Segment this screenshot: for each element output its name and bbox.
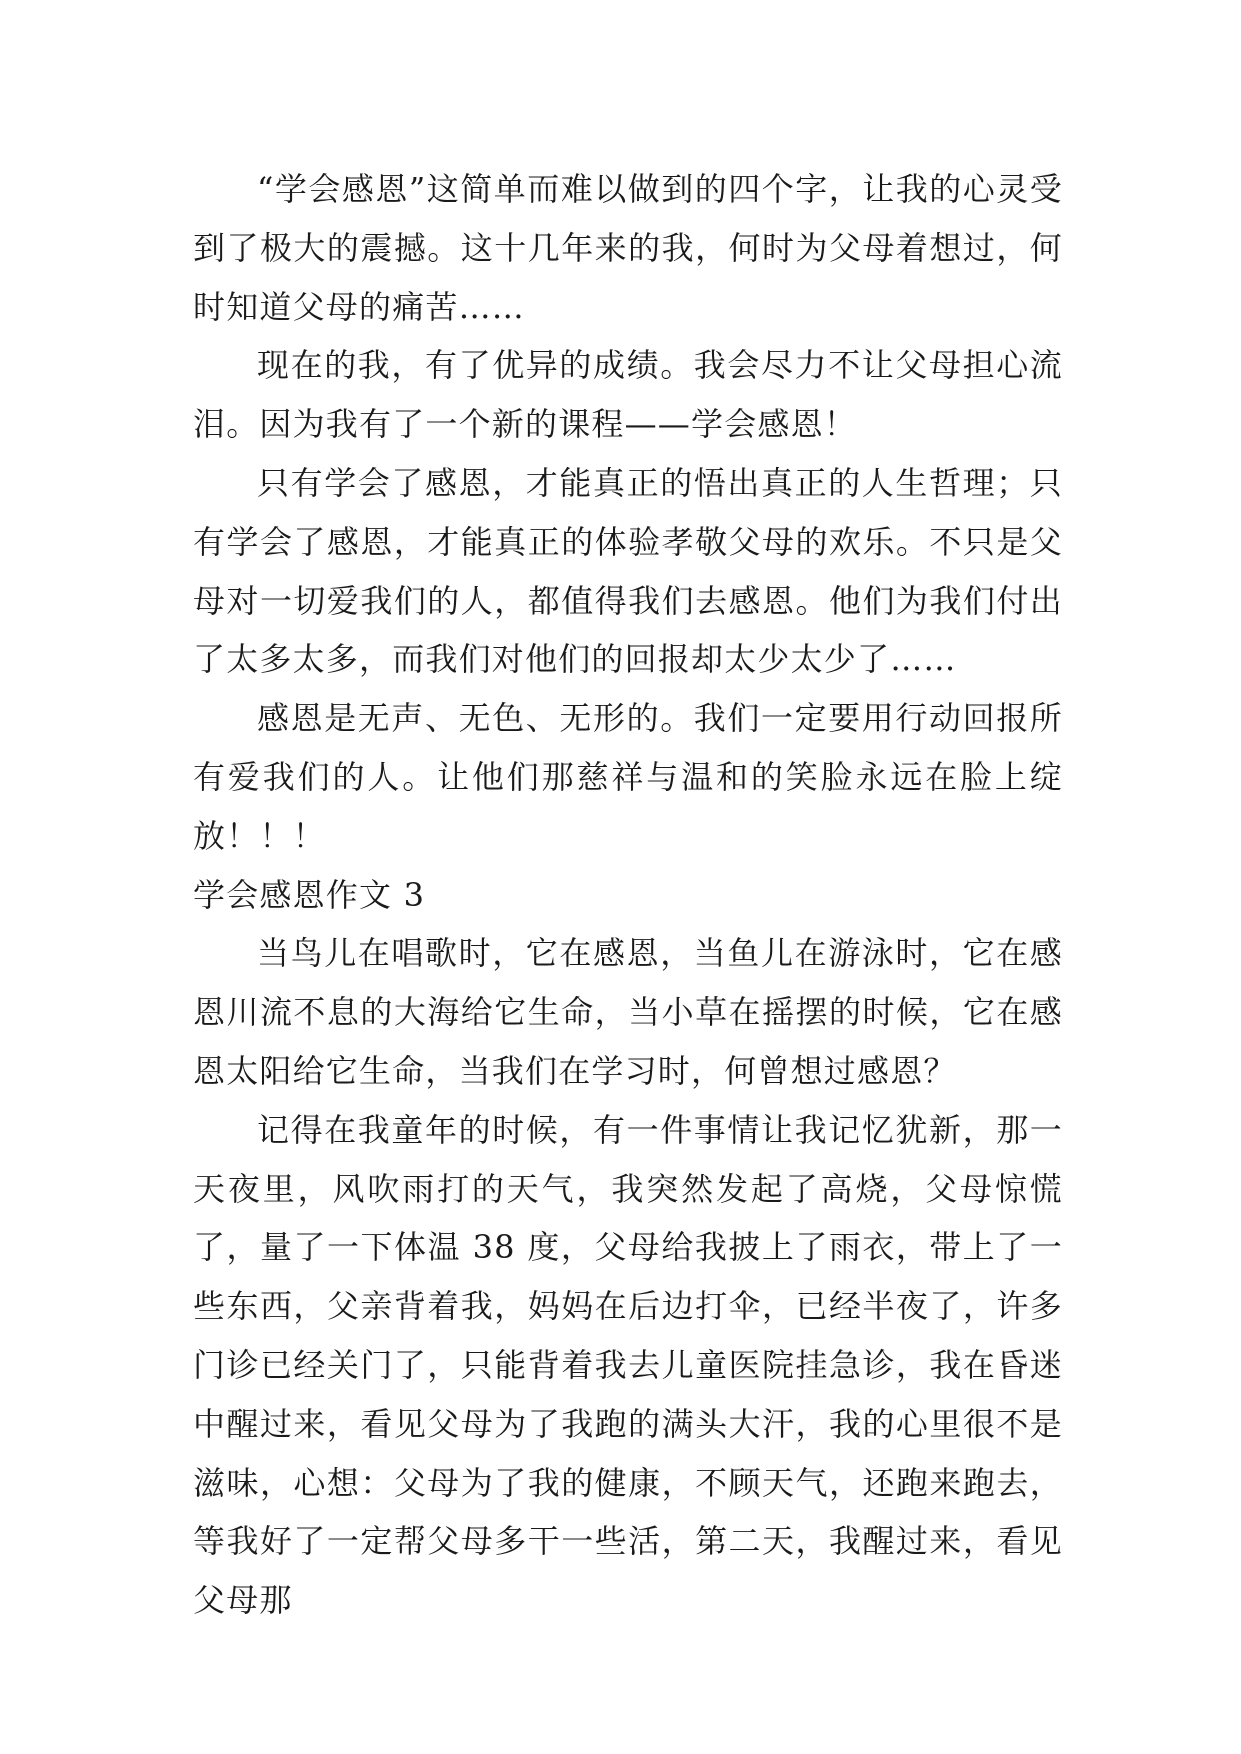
paragraph-5: 当鸟儿在唱歌时，它在感恩，当鱼儿在游泳时，它在感恩川流不息的大海给它生命，当小草在摇摆的时候，它在感恩太阳给它生命，当我们在学习时，何曾想过感恩？ [193, 934, 1063, 1090]
paragraph-1: “学会感恩”这简单而难以做到的四个字，让我的心灵受到了极大的震撼。这十几年来的我，何时为父母着想过，何时知道父母的痛苦…… [193, 170, 1063, 326]
paragraph-4: 感恩是无声、无色、无形的。我们一定要用行动回报所有爱我们的人。让他们那慈祥与温和的笑脸永远在脸上绽放！！！ [193, 699, 1063, 855]
paragraph-6: 记得在我童年的时候，有一件事情让我记忆犹新，那一天夜里，风吹雨打的天气，我突然发起了高烧，父母惊慌了，量了一下体温 38 度，父母给我披上了雨衣，带上了一些东西，父亲背着我，妈妈在后边打伞，已经半夜了，许多门诊已经关门了，只能背着我去儿童医院挂急诊，我在昏迷中醒过来，看见父母为了我跑的满头大汗，我的心里很不是滋味，心想：父母为了我的健康，不顾天气，还跑来跑去，等我好了一定帮父母多干一些活，第二天，我醒过来，看见父母那 [193, 1110, 1063, 1620]
document-body [193, 160, 1063, 1630]
paragraph-2: 现在的我，有了优异的成绩。我会尽力不让父母担心流泪。因为我有了一个新的课程——学会感恩！ [193, 346, 1063, 444]
paragraph-3: 只有学会了感恩，才能真正的悟出真正的人生哲理；只有学会了感恩，才能真正的体验孝敬父母的欢乐。不只是父母对一切爱我们的人，都值得我们去感恩。他们为我们付出了太多太多，而我们对他们的回报却太少太少了…… [193, 463, 1063, 679]
section-heading: 学会感恩作文 3 [193, 875, 426, 914]
